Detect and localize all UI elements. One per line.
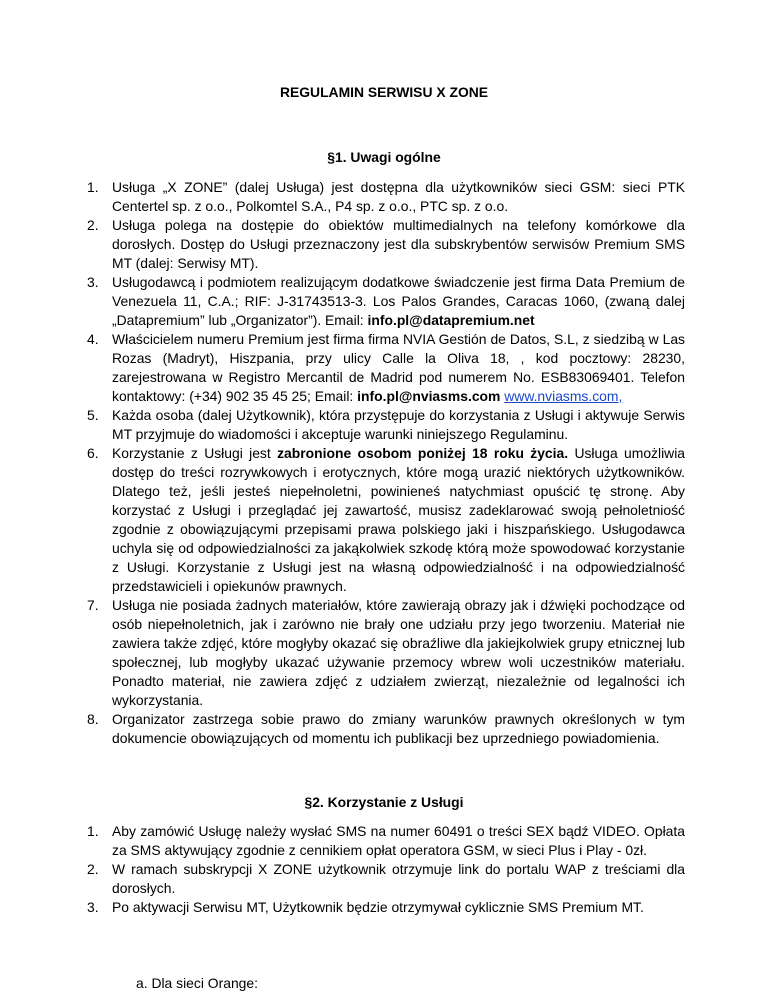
list-item: 4. Właścicielem numeru Premium jest firma firma NVIA Gestión de Datos, S.L, z siedzibą w Las Rozas (Madryt), Hiszpania, przy ulicy Calle la Oliva 18, , kod pocztowy: 28230, zarejestrowana w Registro Mercantil de Madrid pod numerem No. ESB83069401. Telefon kontaktowy: (+34) 902 35 45 25; Email: info.pl@nviasms.com www.nviasms.com, [87, 331, 685, 404]
section-1-heading: §1. Uwagi ogólne [327, 149, 441, 165]
list-item: 8. Organizator zastrzega sobie prawo do zmiany warunków prawnych określonych w tym dokumencie obowiązujących od momentu ich publikacji bez uprzedniego powiadomienia. [87, 711, 685, 746]
section-2-list [87, 822, 685, 917]
list-item: 2. Usługa polega na dostępie do obiektów multimedialnych na telefony komórkowe dla dorosłych. Dostęp do Usługi przeznaczony jest dla subskrybentów serwisów Premium SMS MT (dalej: Serwisy MT). [87, 217, 685, 271]
section-2-heading: §2. Korzystanie z Usługi [304, 794, 464, 810]
age-restriction-text: zabronione osobom poniżej 18 roku życia. [277, 445, 569, 461]
list-item: 5. Każda osoba (dalej Użytkownik), która przystępuje do korzystania z Usługi i aktywuje Serwis MT przyjmuje do wiadomości i akceptuje warunki niniejszego Regulaminu. [87, 407, 685, 442]
email-nviasms: info.pl@nviasms.com [357, 388, 501, 404]
email-datapremium: info.pl@datapremium.net [367, 312, 535, 328]
list-item: 3. Po aktywacji Serwisu MT, Użytkownik będzie otrzymywał cyklicznie SMS Premium MT. [87, 899, 644, 915]
list-item: 1. Usługa „X ZONE” (dalej Usługa) jest dostępna dla użytkowników sieci GSM: sieci PTK Centertel sp. z o.o., Polkomtel S.A., P4 sp. z o.o., PTC sp. z o.o. [87, 179, 685, 214]
nviasms-link[interactable]: www.nviasms.com, [504, 388, 623, 404]
document-title: REGULAMIN SERWISU X ZONE [279, 84, 489, 100]
list-item: 6. Korzystanie z Usługi jest zabronione osobom poniżej 18 roku życia. Usługa umożliwia dostęp do treści rozrywkowych i erotycznych, które mogą urazić niektórych użytkowników. Dlatego też, jeśli jesteś niepełnoletni, powinieneś natychmiast opuścić tę stronę. Aby korzystać z Usługi i przeglądać jej zawartość, musisz zadeklarować swoją pełnoletniość zgodnie z obowiązującymi przepisami prawa polskiego jaki i hiszpańskiego. Usługodawca uchyla się od odpowiedzialności za jakąkolwiek szkodę którą może spowodować korzystanie z Usługi. Korzystanie z Usługi jest na własną odpowiedzialność i na odpowiedzialność przedstawicieli i opiekunów prawnych. [87, 445, 686, 594]
sub-item-orange: a. Dla sieci Orange: [136, 975, 258, 991]
list-item: 1. Aby zamówić Usługę należy wysłać SMS na numer 60491 o treści SEX bądź VIDEO. Opłata za SMS aktywujący zgodnie z cennikiem opłat operatora GSM, w sieci Plus i Play - 0zł. [87, 823, 685, 858]
list-item: 7. Usługa nie posiada żadnych materiałów, które zawierają obrazy jak i dźwięki pochodzące od osób niepełnoletnich, jak i zarówno nie brały one udziału przy jego tworzeniu. Materiał nie zawiera także zdjęć, które mogłyby okazać się obraźliwe dla jakiejkolwiek grupy etnicznej lub społecznej, lub mogłyby ukazać używanie przemocy wbrew woli uczestników materiału. Ponadto materiał, nie zawiera zdjęć z udziałem zwierząt, niezależnie od legalności ich wykorzystania. [87, 597, 685, 708]
list-item: 3. Usługodawcą i podmiotem realizującym dodatkowe świadczenie jest firma Data Premium de Venezuela 11, C.A.; RIF: J-31743513-3. Los Palos Grandes, Caracas 1060, (zwaną dalej „Datapremium” lub „Organizator”). Email: info.pl@datapremium.net [87, 274, 685, 328]
section-1-list [87, 178, 686, 748]
list-item: 2. W ramach subskrypcji X ZONE użytkownik otrzymuje link do portalu WAP z treściami dla dorosłych. [87, 861, 685, 896]
